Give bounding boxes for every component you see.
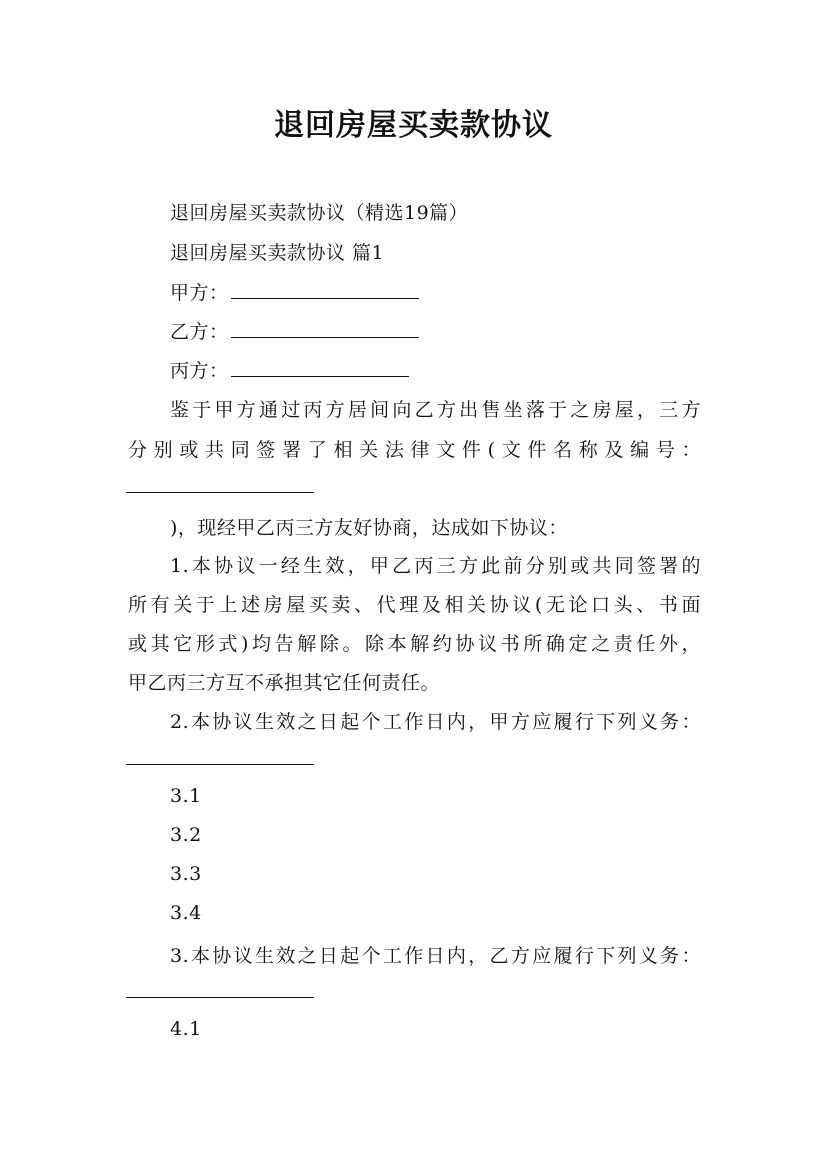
list-item: 3.2 (170, 824, 202, 846)
list-item: 3.1 (170, 785, 202, 807)
blank-rule (126, 764, 314, 765)
paragraph-line: 鉴于甲方通过丙方居间向乙方出售坐落于之房屋，三方 (170, 399, 701, 421)
party-a-line (170, 278, 419, 305)
party-c-blank (231, 358, 409, 377)
subtitle-line: 退回房屋买卖款协议（精选19篇） (170, 202, 469, 224)
list-item: 4.1 (170, 1018, 202, 1040)
paragraph-line: 甲乙丙三方互不承担其它任何责任。 (128, 672, 441, 694)
section-heading: 退回房屋买卖款协议 篇1 (170, 242, 385, 264)
party-b-line (170, 317, 419, 344)
paragraph-line: 1.本协议一经生效，甲乙丙三方此前分别或共同签署的 (170, 555, 701, 577)
paragraph-line: 3.本协议生效之日起个工作日内，乙方应履行下列义务： (170, 945, 701, 967)
party-a-label: 甲方： (170, 282, 229, 304)
paragraph-line: )，现经甲乙丙三方友好协商，达成如下协议： (170, 517, 568, 539)
party-b-blank (231, 319, 419, 338)
party-c-line (170, 356, 409, 383)
list-item: 3.4 (170, 902, 202, 924)
list-item: 3.3 (170, 863, 202, 885)
party-a-blank (231, 280, 419, 299)
blank-rule (126, 997, 314, 998)
document-title: 退回房屋买卖款协议 (274, 108, 553, 143)
paragraph-line: 分别或共同签署了相关法律文件(文件名称及编号： (128, 439, 701, 461)
blank-rule (126, 492, 314, 493)
paragraph-line: 2.本协议生效之日起个工作日内，甲方应履行下列义务： (170, 711, 701, 733)
paragraph-line: 或其它形式)均告解除。除本解约协议书所确定之责任外， (128, 633, 701, 655)
party-c-label: 丙方： (170, 360, 229, 382)
party-b-label: 乙方： (170, 321, 229, 343)
paragraph-line: 所有关于上述房屋买卖、代理及相关协议(无论口头、书面 (128, 594, 701, 616)
